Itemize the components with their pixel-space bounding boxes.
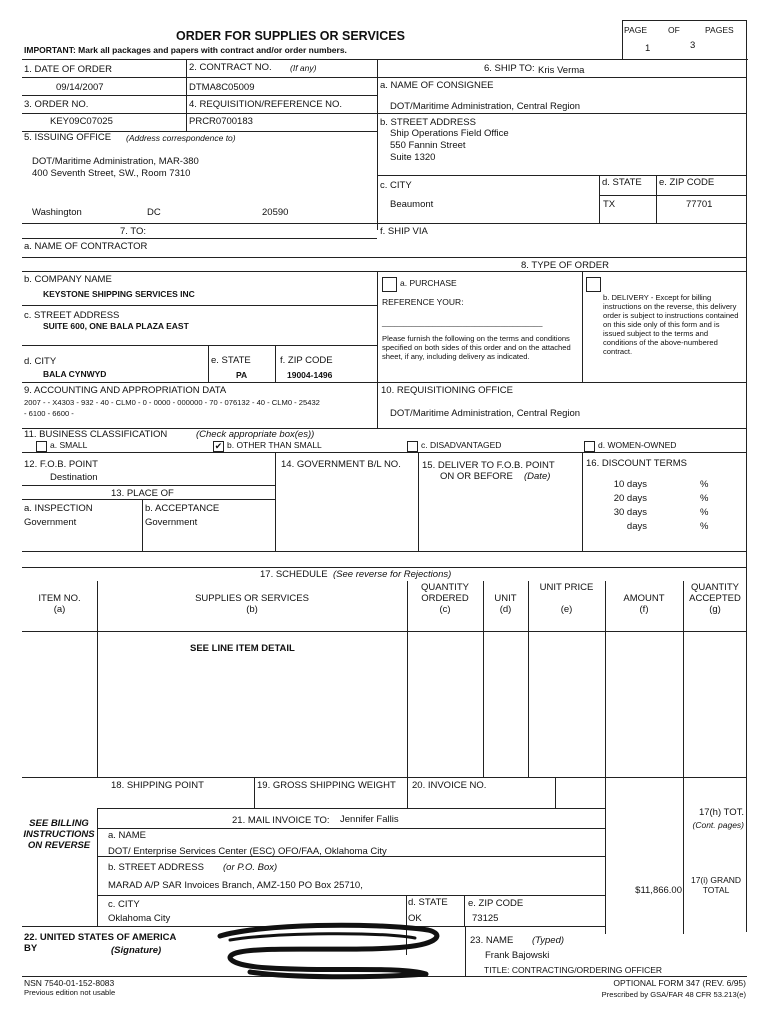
ship-zip-value[interactable]: 77701 (686, 199, 713, 210)
deliver-date-note: (Date) (524, 471, 551, 482)
invoice-no-label: 20. INVOICE NO. (412, 780, 487, 791)
discount-pct-2[interactable]: % (700, 493, 709, 504)
disadvantaged-label: c. DISADVANTAGED (421, 440, 502, 450)
business-class-note: (Check appropriate box(es)) (196, 429, 315, 440)
gov-bl-label: 14. GOVERNMENT B/L NO. (281, 459, 401, 470)
contractor-state-value[interactable]: PA (236, 370, 248, 380)
mail-invoice-attn[interactable]: Jennifer Fallis (340, 814, 399, 825)
ship-street-line3[interactable]: Suite 1320 (390, 152, 436, 163)
discount-pct-4[interactable]: % (700, 521, 709, 532)
delivery-checkbox[interactable] (586, 277, 601, 292)
issuing-office-line2[interactable]: 400 Seventh Street, SW., Room 7310 (32, 168, 191, 179)
gross-weight-label: 19. GROSS SHIPPING WEIGHT (257, 780, 396, 791)
discount-days-4[interactable]: days (626, 521, 647, 532)
form-title: ORDER FOR SUPPLIES OR SERVICES (176, 29, 405, 43)
col-supplies-sub: (b) (246, 604, 258, 615)
billing-zip-label: e. ZIP CODE (468, 898, 524, 909)
ship-zip-label: e. ZIP CODE (659, 177, 715, 188)
accounting-line1[interactable]: 2007 - - X4303 - 932 - 40 - CLM0 - 0 - 0000 - 000000 - 70 - 076132 - 40 - CLM0 - 25432 (24, 398, 320, 407)
issuing-office-note: (Address correspondence to) (126, 133, 236, 143)
fob-point-label: 12. F.O.B. POINT (24, 459, 98, 470)
purchase-checkbox[interactable] (382, 277, 397, 292)
requisition-value[interactable]: PRCR0700183 (189, 116, 253, 127)
company-name-label: b. COMPANY NAME (24, 274, 112, 285)
col-supplies: SUPPLIES OR SERVICES (195, 593, 309, 604)
small-checkbox[interactable] (36, 441, 47, 452)
accounting-line2[interactable]: - 6100 - 6600 - (24, 409, 74, 418)
company-name-value[interactable]: KEYSTONE SHIPPING SERVICES INC (43, 289, 195, 299)
acceptance-label: b. ACCEPTANCE (145, 503, 220, 514)
issuing-office-zip[interactable]: 20590 (262, 207, 289, 218)
women-owned-checkbox[interactable] (584, 441, 595, 452)
discount-pct-3[interactable]: % (700, 507, 709, 518)
grand-total-label: 17(i) GRAND TOTAL (690, 875, 742, 895)
signature-label: 22. UNITED STATES OF AMERICA BY (24, 932, 177, 954)
contractor-street-value[interactable]: SUITE 600, ONE BALA PLAZA EAST (43, 321, 189, 331)
prescribed-by: Prescribed by GSA/FAR 48 CFR 53.213(e) (601, 990, 746, 999)
order-no-label: 3. ORDER NO. (24, 99, 89, 110)
ship-street-line2[interactable]: 550 Fannin Street (390, 140, 466, 151)
nsn-number: NSN 7540-01-152-8083 (24, 978, 115, 988)
col-amount: AMOUNT (623, 593, 665, 604)
requisitioning-office-value[interactable]: DOT/Maritime Administration, Central Region (390, 408, 581, 419)
billing-street-value[interactable]: MARAD A/P SAR Invoices Branch, AMZ-150 PO Box 25710, (108, 880, 363, 891)
col-unit: UNIT (494, 593, 517, 604)
billing-name-label: a. NAME (108, 830, 147, 841)
deliver-to-label: 15. DELIVER TO F.O.B. POINT (422, 460, 555, 471)
contract-no-note: (If any) (290, 63, 317, 73)
grand-total-amount[interactable]: $11,866.00 (635, 885, 682, 896)
requisitioning-office-label: 10. REQUISITIONING OFFICE (381, 385, 513, 396)
contractor-city-label: d. CITY (24, 356, 57, 367)
pages-label: PAGES (705, 25, 734, 35)
billing-zip-value[interactable]: 73125 (472, 913, 499, 924)
other-than-small-checkbox[interactable]: ✔ (214, 441, 223, 451)
fob-point-value[interactable]: Destination (50, 472, 98, 483)
total-cont-note: (Cont. pages) (692, 820, 744, 830)
disadvantaged-checkbox[interactable] (407, 441, 418, 452)
discount-days-2[interactable]: 20 days (613, 493, 647, 504)
ship-street-label: b. STREET ADDRESS (380, 117, 476, 128)
col-item-no: ITEM NO. (38, 593, 81, 604)
consignee-label: a. NAME OF CONSIGNEE (380, 80, 494, 91)
mail-invoice-label: 21. MAIL INVOICE TO: (232, 815, 330, 826)
issuing-office-line1[interactable]: DOT/Maritime Administration, MAR-380 (32, 156, 199, 167)
billing-city-label: c. CITY (108, 899, 140, 910)
consignee-value[interactable]: DOT/Maritime Administration, Central Region (390, 101, 581, 112)
ship-state-value[interactable]: TX (603, 199, 616, 210)
date-of-order-label: 1. DATE OF ORDER (24, 64, 112, 75)
ship-state-label: d. STATE (602, 177, 642, 188)
inspection-value[interactable]: Government (24, 517, 77, 528)
of-label: OF (668, 25, 680, 35)
contractor-zip-value[interactable]: 19004-1496 (287, 370, 333, 380)
schedule-note: (See reverse for Rejections) (333, 569, 452, 580)
date-of-order-value[interactable]: 09/14/2007 (56, 82, 104, 93)
schedule-label: 17. SCHEDULE (260, 569, 328, 580)
reference-line: ______________________________________ (382, 318, 543, 327)
typed-name-label: 23. NAME (470, 935, 514, 946)
place-of-label: 13. PLACE OF (111, 488, 174, 499)
typed-name-note: (Typed) (532, 935, 565, 946)
contractor-name-label: a. NAME OF CONTRACTOR (24, 241, 148, 252)
purchase-label: a. PURCHASE (400, 278, 457, 288)
furnish-text: Please furnish the following on the terms and conditions specified on both sides of this order and on the attached sheet, if any, including delivery as indicated. (382, 334, 571, 361)
col-item-no-sub: (a) (53, 604, 66, 615)
issuing-office-label: 5. ISSUING OFFICE (24, 132, 112, 143)
billing-state-label: d. STATE (408, 897, 448, 908)
type-of-order-label: 8. TYPE OF ORDER (521, 260, 609, 271)
col-unit-price: UNIT PRICE (539, 582, 594, 593)
signature-scribble (200, 922, 450, 980)
acceptance-value[interactable]: Government (145, 517, 198, 528)
other-than-small-label: b. OTHER THAN SMALL (227, 440, 322, 450)
business-class-label: 11. BUSINESS CLASSIFICATION (24, 429, 168, 440)
ship-city-label: c. CITY (380, 180, 412, 191)
ship-street-line1[interactable]: Ship Operations Field Office (390, 128, 509, 139)
contractor-state-label: e. STATE (211, 355, 251, 366)
accounting-label: 9. ACCOUNTING AND APPROPRIATION DATA (24, 385, 227, 396)
previous-edition: Previous edition not usable (24, 988, 116, 997)
contract-no-value[interactable]: DTMA8C05009 (189, 82, 255, 93)
col-qty-accepted: QUANTITY ACCEPTED (689, 582, 741, 604)
col-unit-price-sub: (e) (560, 604, 573, 615)
col-unit-sub: (d) (499, 604, 512, 615)
col-amount-sub: (f) (639, 604, 649, 615)
billing-street-label: b. STREET ADDRESS (108, 862, 204, 873)
ship-to-attn[interactable]: Kris Verma (538, 65, 585, 76)
line-item-detail: SEE LINE ITEM DETAIL (190, 643, 295, 654)
col-qty-ordered: QUANTITY ORDERED (420, 582, 470, 604)
discount-terms-label: 16. DISCOUNT TERMS (586, 458, 688, 469)
discount-pct-1[interactable]: % (700, 479, 709, 490)
officer-title: TITLE: CONTRACTING/ORDERING OFFICER (484, 965, 663, 975)
contractor-city-value[interactable]: BALA CYNWYD (43, 369, 107, 379)
billing-street-note: (or P.O. Box) (223, 862, 278, 873)
see-billing-instructions: SEE BILLING INSTRUCTIONS ON REVERSE (23, 818, 95, 851)
inspection-label: a. INSPECTION (24, 503, 93, 514)
billing-city-value[interactable]: Oklahoma City (108, 913, 171, 924)
billing-state-value[interactable]: OK (408, 913, 422, 924)
reference-label: REFERENCE YOUR: (382, 297, 464, 307)
shipping-point-label: 18. SHIPPING POINT (111, 780, 204, 791)
ship-city-value[interactable]: Beaumont (390, 199, 434, 210)
to-label: 7. TO: (120, 226, 147, 237)
billing-name-value[interactable]: DOT/ Enterprise Services Center (ESC) OFO/FAA, Oklahoma City (108, 846, 387, 857)
total-cont-label: 17(h) TOT. (698, 807, 744, 818)
ship-to-label: 6. SHIP TO: (484, 63, 535, 74)
women-owned-label: d. WOMEN-OWNED (598, 440, 677, 450)
small-label: a. SMALL (50, 440, 88, 450)
page-number: 1 (645, 43, 651, 54)
total-pages: 3 (690, 40, 696, 51)
signature-note: (Signature) (111, 945, 162, 956)
requisition-label: 4. REQUISITION/REFERENCE NO. (189, 99, 343, 110)
contractor-street-label: c. STREET ADDRESS (24, 310, 120, 321)
delivery-text: b. DELIVERY - Except for billing instructions on the reverse, this delivery order is subject to instructions contained on this side only of this form and is issued subject to the terms and conditions of the above-numbered contract. (603, 293, 739, 356)
optional-form: OPTIONAL FORM 347 (REV. 6/95) (613, 978, 746, 988)
typed-name-value[interactable]: Frank Bajowski (485, 950, 550, 961)
deliver-on-before-label: ON OR BEFORE (440, 471, 513, 482)
contract-no-label: 2. CONTRACT NO. (189, 62, 272, 73)
issuing-office-city[interactable]: Washington (32, 207, 82, 218)
contractor-zip-label: f. ZIP CODE (280, 355, 333, 366)
discount-days-3[interactable]: 30 days (613, 507, 647, 518)
ship-via-label: f. SHIP VIA (380, 226, 428, 237)
important-note: IMPORTANT: Mark all packages and papers with contract and/or order numbers. (24, 45, 347, 55)
discount-days-1[interactable]: 10 days (613, 479, 647, 490)
page-label: PAGE (624, 25, 647, 35)
order-no-value[interactable]: KEY09C07025 (50, 116, 113, 127)
col-qty-ordered-sub: (c) (439, 604, 451, 615)
issuing-office-state[interactable]: DC (147, 207, 161, 218)
col-qty-accepted-sub: (g) (709, 604, 721, 615)
